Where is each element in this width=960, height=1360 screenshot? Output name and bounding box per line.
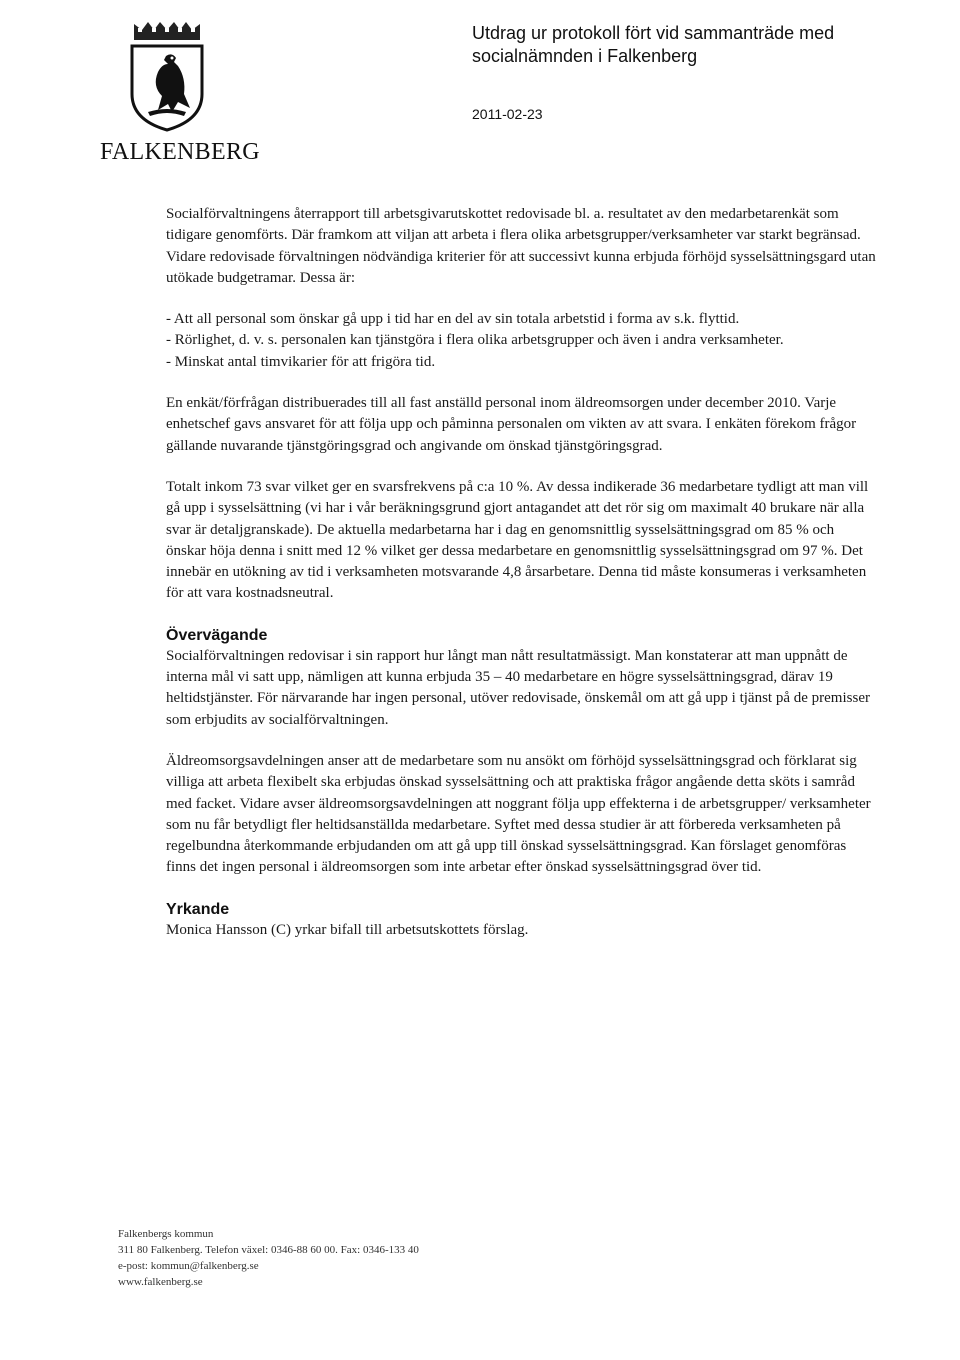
document-date: 2011-02-23: [472, 106, 543, 122]
footer-address: 311 80 Falkenberg. Telefon växel: 0346-88 60 00. Fax: 0346-133 40: [118, 1244, 419, 1256]
criteria-item: - Rörlighet, d. v. s. personalen kan tjänstgöra i flera olika arbetsgrupper och även i andra verksamheter.: [166, 330, 876, 351]
footer: [118, 1226, 419, 1290]
footer-email: e-post: kommun@falkenberg.se: [118, 1260, 259, 1272]
title-line-1: Utdrag ur protokoll fört vid sammanträde med: [472, 23, 835, 43]
criteria-item: - Minskat antal timvikarier för att frigöra tid.: [166, 352, 876, 373]
overvagande-paragraph-2: Äldreomsorgsavdelningen anser att de medarbetare som nu ansökt om förhöjd sysselsättningsgrad och förklarat sig villiga att arbeta flexibelt ska erbjudas önskad sysselsättning och att praktiska frågor angående detta sköts i samråd med facket. Vidare avser äldreomsorgsavdelningen att noggrant följa upp effekterna i de arbetsgrupper/ verksamheter som nu får betydligt fler heltidsanställda medarbetare. Syftet med dessa studier är att förbereda verksamheten på regelbundna återkommande erbjudanden om att gå upp till önskad sysselsättningsgrad. Kan förslaget genomföras finns det ingen personal i äldreomsorgen som inte arbetar efter önskad sysselsättningsgrad över tid.: [166, 752, 871, 876]
survey-paragraph: En enkät/förfrågan distribuerades till all fast anställd personal inom äldreomsorgen under december 2010. Varje enhetschef gavs ansvaret för att följa upp och påminna personalen om vikten av att svara. I enkäten förekom frågor gällande nuvarande tjänstgöringsgrad och angivande om önskad tjänstgöringsgrad.: [166, 395, 857, 454]
title-line-2: socialnämnden i Falkenberg: [472, 46, 698, 66]
footer-org: Falkenbergs kommun: [118, 1228, 214, 1240]
document-title: [472, 22, 912, 68]
yrkande-heading: Yrkande: [166, 900, 230, 918]
intro-paragraph: Socialförvaltningens återrapport till arbetsgivarutskottet redovisade bl. a. resultatet av den medarbetarenkät som tidigare genomförts. Där framkom att viljan att arbeta i flera olika arbetsgrupper/verksamheter var starkt begränsad. Vidare redovisade förvaltningen nödvändiga kriterier för att successivt kunna erbjuda förhöjd sysselsättningsgard utan utökade budgetramar. Dessa är:: [166, 206, 876, 286]
coat-of-arms-icon: [128, 20, 206, 132]
overvagande-heading: Övervägande: [166, 626, 268, 644]
municipality-name: FALKENBERG: [100, 139, 260, 165]
overvagande-paragraph-1: Socialförvaltningen redovisar i sin rapport hur långt man nått resultatmässigt. Man konstaterar att man uppnått de interna mål vi satt upp, nämligen att kunna erbjuda 35 – 40 medarbetare en högre sysselsättningsgrad, därav 19 heltidstjänster. För närvarande har ingen personal, utöver redovisade, önskemål om att gå upp i tjänst på de premisser som erbjudits av socialförvaltningen.: [166, 647, 870, 728]
criteria-item: - Att all personal som önskar gå upp i tid har en del av sin totala arbetstid i forma av s.k. flyttid.: [166, 309, 876, 330]
criteria-list: [166, 309, 876, 373]
footer-website: www.falkenberg.se: [118, 1276, 203, 1288]
yrkande-paragraph: Monica Hansson (C) yrkar bifall till arbetsutskottets förslag.: [166, 921, 529, 938]
document-body: [166, 204, 876, 941]
results-paragraph: Totalt inkom 73 svar vilket ger en svarsfrekvens på c:a 10 %. Av dessa indikerade 36 medarbetare tydligt att man vill gå upp i sysselsättning (vi har i vår beräkningsgrund gjort antagandet att det rör sig om maximalt 40 brukare när alla svar är detaljgranskade). De aktuella medarbetarna har i dag en genomsnittlig sysselsättningsgrad om 85 % och önskar höja denna i snitt med 12 % vilket ger dessa medarbetare en genomsnittlig sysselsättningsgrad om 97 %. Det innebär en utökning av tid i verksamheten motsvarande 4,8 årsarbetare. Denna tid måste konsumeras i verksamheten för att vara kostnadsneutral.: [166, 478, 869, 602]
